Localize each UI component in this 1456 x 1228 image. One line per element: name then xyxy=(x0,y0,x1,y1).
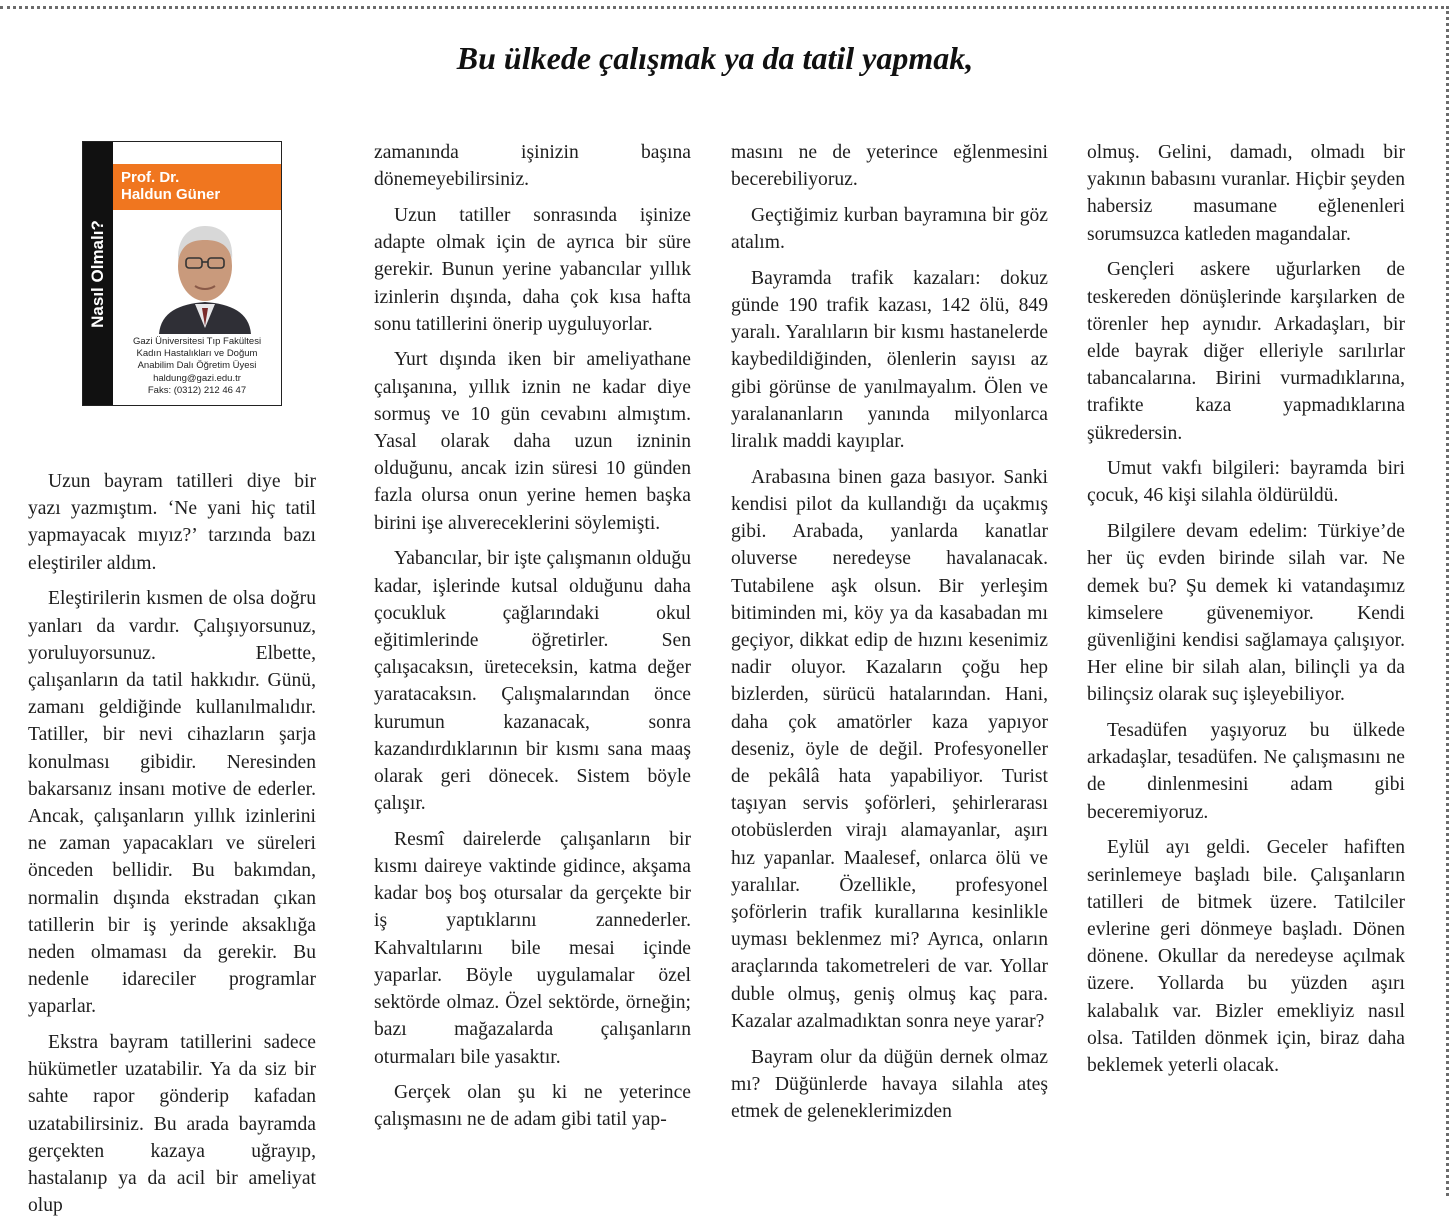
paragraph: Gençleri askere uğurlarken de teskereden dönüşlerinde karşılarken de törenler hep aynıdır. Arkadaşları, bir elde bayrak diğer elleriyle sarılırlar tabancalarına. Birini vurmadıklarına, trafikte kaza yapmadıklarına şükredersin. xyxy=(1087,259,1405,444)
paragraph: zamanında işinizin başına dönemeyebilirsiniz. xyxy=(374,142,691,191)
paragraph: Yabancılar, bir işte çalışmanın olduğu kadar, işlerinde kutsal olduğunu daha çocukluk çağlarındaki okul eğitimlerinde öğretirler. Sen çalışacaksın, üreteceksin, katma değer yaratacaksın. Çalışmalarından önce kurumun kazanacak, sonra kazandırdıklarının bir kısmı sana maaş olarak geri dönecek. Sistem böyle çalışır. xyxy=(374,548,691,815)
right-dotted-border xyxy=(1446,6,1449,1196)
paragraph: Umut vakfı bilgileri: bayramda biri çocuk, 46 kişi silahla öldürüldü. xyxy=(1087,458,1405,507)
author-name: Haldun Güner xyxy=(121,186,221,203)
paragraph: Eylül ayı geldi. Geceler hafiften serinlemeye başladı bile. Çalışanların tatilleri de bitmek üzere. Tatilciler evlerine geri dönmeye başladı. Dönen dönene. Okullar da neredeyse açılmak üzere. Yollarda bu yüzden aşırı kalabalık var. Bizler emekliyiz nasıl olsa. Tatilden dönmek için, biraz daha beklemek yeterli olacak. xyxy=(1087,837,1405,1076)
paragraph: Uzun bayram tatilleri diye bir yazı yazmıştım. ‘Ne yani hiç tatil yapmayacak mıyız?’ tarzında bazı eleştiriler aldım. xyxy=(28,471,316,574)
affiliation-line: Anabilim Dalı Öğretim Üyesi xyxy=(137,360,257,372)
author-email: haldung@gazi.edu.tr xyxy=(153,372,241,384)
paragraph: Resmî dairelerde çalışanların bir kısmı daireye vaktinde gidince, akşama kadar boş boş otursalar da gerçekte bir iş yaptıklarını zannederler. Kahvaltılarını bile mesai içinde yaparlar. Böyle uygulamalar özel sektörde olmaz. Özel sektörde, örneğin; bazı mağazalarda çalışanların oturmaları bile yasaktır. xyxy=(374,828,691,1068)
paragraph: Gerçek olan şu ki ne yeterince çalışmasını ne de adam gibi tatil yap- xyxy=(374,1082,691,1131)
affiliation-line: Gazi Üniversitesi Tıp Fakültesi xyxy=(132,336,262,347)
article-column-2 xyxy=(374,139,691,1142)
paragraph: olmuş. Gelini, damadı, olmadı bir yakının babasını vuranlar. Hiçbir şeyden habersiz masumane eğlenenleri sorumsuzca katleden magandalar. xyxy=(1087,142,1405,245)
paragraph: Bayram olur da düğün dernek olmaz mı? Düğünlerde havaya silahla ateş etmek de geleneklerimizden xyxy=(731,1046,1048,1122)
article-column-4 xyxy=(1087,139,1405,1088)
author-name-banner xyxy=(113,164,281,210)
paragraph: Uzun tatiller sonrasında işinize adapte olmak için de ayrıca bir süre gerekir. Bunun yerine yabancılar yıllık izinlerin dışında, daha çok kısa hafta sonu tatillerini önerip uyguluyorlar. xyxy=(374,204,691,335)
article-column-1 xyxy=(28,468,316,1228)
author-fax: Faks: (0312) 212 46 47 xyxy=(147,384,247,396)
top-dotted-border xyxy=(0,6,1444,9)
paragraph: Yurt dışında iken bir ameliyathane çalışanına, yıllık iznin ne kadar diye sormuş ve 10 gün cevabını almıştım. Yasal olarak daha uzun izninin olduğunu, ancak izin süresi 10 günden fazla olursa onun yerine hemen başka birini işe alıvereceklerini söylemişti. xyxy=(374,349,691,534)
article-column-3 xyxy=(731,139,1048,1134)
column-label-band xyxy=(83,142,113,405)
paragraph: Geçtiğimiz kurban bayramına bir göz atalım. xyxy=(731,204,1048,254)
article-headline: Bu ülkede çalışmak ya da tatil yapmak, xyxy=(456,40,974,76)
paragraph: Ekstra bayram tatillerini sadece hükümetler uzatabilir. Ya da siz bir sahte rapor gönderip kafadan uzatabilirsiniz. Bu arada bayramda gerçekten kazaya uğrayıp, hastalanıp ya da acil bir ameliyat olup xyxy=(28,1032,316,1217)
author-portrait xyxy=(149,216,261,334)
paragraph: Tesadüfen yaşıyoruz bu ülkede arkadaşlar, tesadüfen. Ne çalışmasını ne de dinlenmesini adam gibi beceremiyoruz. xyxy=(1087,720,1405,823)
paragraph: Bilgilere devam edelim: Türkiye’de her üç evden birinde silah var. Ne demek bu? Şu demek ki vatandaşımız kimselere güvenemiyor. Kendi güvenliğini kendisi sağlamaya çalışıyor. Her eline bir silah alan, bilinçli ya da bilinçsiz olarak suç işleyebiliyor. xyxy=(1087,521,1405,706)
author-card xyxy=(82,141,282,406)
author-affiliation xyxy=(113,336,281,397)
paragraph: Bayramda trafik kazaları: dokuz günde 190 trafik kazası, 142 ölü, 849 yaralı. Yaralıların bir kısmı hastanelerde kaybedildiğinden, ölenlerin sayısı az gibi görünse de yanılmayalım. Ölen ve yaralananların yanında milyonlarca liralık maddi kayıplar. xyxy=(731,267,1048,453)
column-label: Nasıl Olmalı? xyxy=(88,220,107,328)
paragraph: masını ne de yeterince eğlenmesini becerebiliyoruz. xyxy=(731,142,1048,191)
paragraph: Arabasına binen gaza basıyor. Sanki kendisi pilot da kullandığı da uçakmış gibi. Arabada, yanlarda kanatlar oluverse neredeyse havalanacak. Tutabilene aşk olsun. Bir yerleşim bitiminden mi, köy ya da kasabadan mı geçiyor, dikkat edip de hızını kesenimiz nadir oluyor. Kazaların çoğu hep bizlerden, sürücü hatalarından. Hani, daha çok amatörler kaza yapıyor deseniz, öyle de değil. Profesyoneller de pekâlâ hata yapabiliyor. Turist taşıyan servis şoförleri, şehirlerarası otobüslerden virajı alamayanlar, aşırı hız yapanlar. Maalesef, onlarca ölü ve yaralılar. Özellikle, profesyonel şoförlerin trafik kurallarına kesinlikle uyması beklenmez mi? Ayrıca, onların araçlarında takometreleri de var. Yollar duble olmuş, geniş olmuş kaç para. Kazalar azalmadıktan sonra neye yarar? xyxy=(731,466,1048,1032)
paragraph: Eleştirilerin kısmen de olsa doğru yanları da vardır. Çalışıyorsunuz, yoruluyorsunuz. Elbette, çalışanların da tatil hakkıdır. Günü, zamanı geldiğinde kullanılmalıdır. Tatiller, bir nevi cihazların şarja konulması gibidir. Neresinden bakarsanız insanı motive de ederler. Ancak, çalışanların yıllık izinlerini ne zaman yapacakları ve süreleri önceden bellidir. Bu bakımdan, normalin dışında ekstradan çıkan tatillerin bir iş yerinde aksaklığa neden olmaması da gerekir. Bu nedenle idareciler programlar yaparlar. xyxy=(28,588,316,1018)
author-title: Prof. Dr. xyxy=(121,169,180,186)
affiliation-line: Kadın Hastalıkları ve Doğum xyxy=(136,348,258,360)
